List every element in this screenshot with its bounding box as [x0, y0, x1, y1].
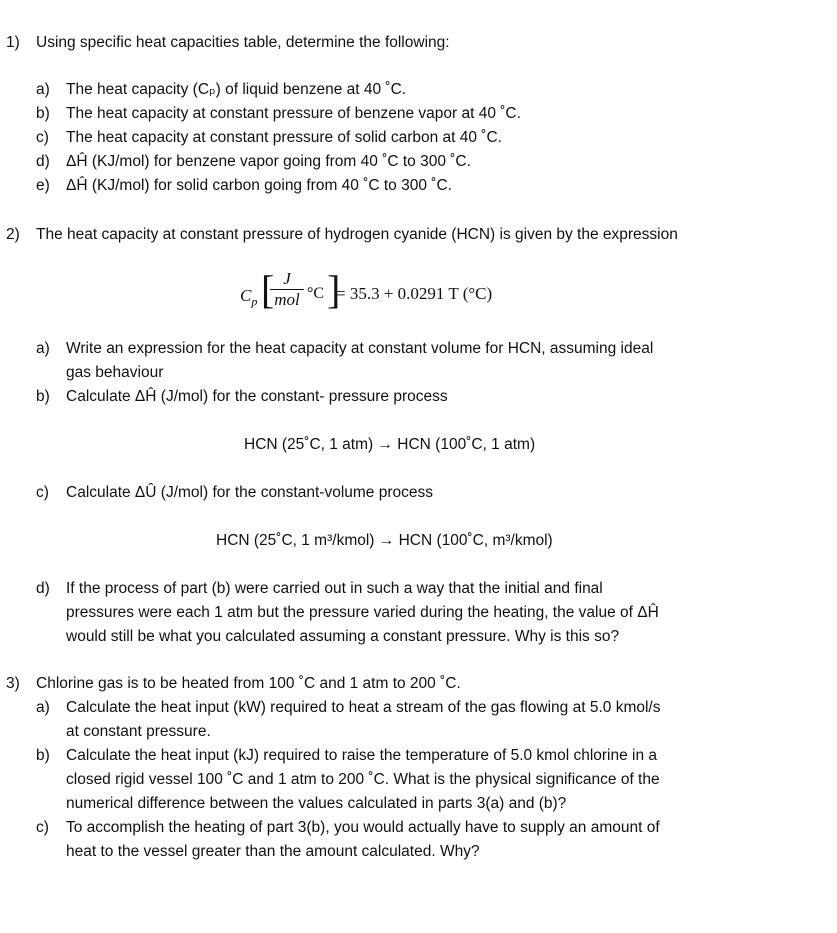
q3-b-line3: numerical difference between the values calculated in parts 3(a) and (b)?: [66, 795, 567, 812]
q2-a-line1: Write an expression for the heat capacity at constant volume for HCN, assuming ideal: [66, 340, 654, 357]
q1-e-label: e): [36, 177, 50, 194]
q3-number: 3): [6, 675, 20, 692]
q1-e-text: ΔĤ (KJ/mol) for solid carbon going from 40 ˚C to 300 ˚C.: [66, 177, 452, 194]
q3-b-label: b): [36, 747, 50, 764]
q1-c-text: The heat capacity at constant pressure of solid carbon at 40 ˚C.: [66, 129, 502, 146]
q3-c-label: c): [36, 819, 49, 836]
q2-a-line2: gas behaviour: [66, 364, 164, 381]
q3-a-line1: Calculate the heat input (kW) required to heat a stream of the gas flowing at 5.0 kmol/s: [66, 699, 661, 716]
q2-number: 2): [6, 226, 20, 243]
equation-cp-symbol: $C_p$: [240, 286, 258, 309]
q2-text: The heat capacity at constant pressure of hydrogen cyanide (HCN) is given by the expression: [36, 226, 678, 243]
q2-d-line1: If the process of part (b) were carried out in such a way that the initial and final: [66, 580, 603, 597]
q3-c-line2: heat to the vessel greater than the amount calculated. Why?: [66, 843, 480, 860]
q1-a-text: The heat capacity (Cₚ) of liquid benzene at 40 ˚C.: [66, 81, 407, 98]
q1-b-text: The heat capacity at constant pressure of benzene vapor at 40 ˚C.: [66, 105, 521, 122]
q1-d-text: ΔĤ (KJ/mol) for benzene vapor going from 40 ˚C to 300 ˚C.: [66, 153, 471, 170]
q3-c-line1: To accomplish the heating of part 3(b), you would actually have to supply an amount of: [66, 819, 660, 836]
q2-c-process: HCN (25˚C, 1 m³/kmol) → HCN (100˚C, m³/kmol): [216, 532, 553, 549]
q2-c-label: c): [36, 484, 49, 501]
q2-c-text: Calculate ΔÛ (J/mol) for the constant-volume process: [66, 484, 433, 501]
equation-right-bracket: ]: [327, 267, 341, 312]
equation-left-bracket: [: [261, 267, 275, 312]
equation-fraction: [270, 270, 304, 309]
q3-a-line2: at constant pressure.: [66, 723, 211, 740]
q2-d-line3: would still be what you calculated assuming a constant pressure. Why is this so?: [66, 628, 620, 645]
q2-d-line2: pressures were each 1 atm but the pressure varied during the heating, the value of ΔĤ: [66, 604, 659, 621]
q2-a-label: a): [36, 340, 50, 357]
equation-unit: °C: [307, 285, 325, 302]
equation-fraction-numerator: J: [283, 269, 291, 288]
q1-d-label: d): [36, 153, 50, 170]
q3-b-line1: Calculate the heat input (kJ) required to raise the temperature of 5.0 kmol chlorine in a: [66, 747, 658, 764]
q1-a-label: a): [36, 81, 50, 98]
q3-b-line2: closed rigid vessel 100 ˚C and 1 atm to 200 ˚C. What is the physical significance of the: [66, 771, 660, 788]
q2-b-process: HCN (25˚C, 1 atm) → HCN (100˚C, 1 atm): [244, 436, 536, 453]
q1-c-label: c): [36, 129, 49, 146]
q1-text: Using specific heat capacities table, determine the following:: [36, 34, 450, 51]
q3-text: Chlorine gas is to be heated from 100 ˚C and 1 atm to 200 ˚C.: [36, 675, 461, 692]
heat-capacity-equation: [240, 268, 560, 318]
q2-b-text: Calculate ΔĤ (J/mol) for the constant- pressure process: [66, 388, 448, 405]
q2-b-label: b): [36, 388, 50, 405]
q2-d-label: d): [36, 580, 50, 597]
q3-a-label: a): [36, 699, 50, 716]
equation-rhs: = 35.3 + 0.0291 T (°C): [336, 284, 493, 303]
equation-fraction-denominator: mol: [274, 290, 300, 309]
q1-number: 1): [6, 34, 20, 51]
q1-b-label: b): [36, 105, 50, 122]
